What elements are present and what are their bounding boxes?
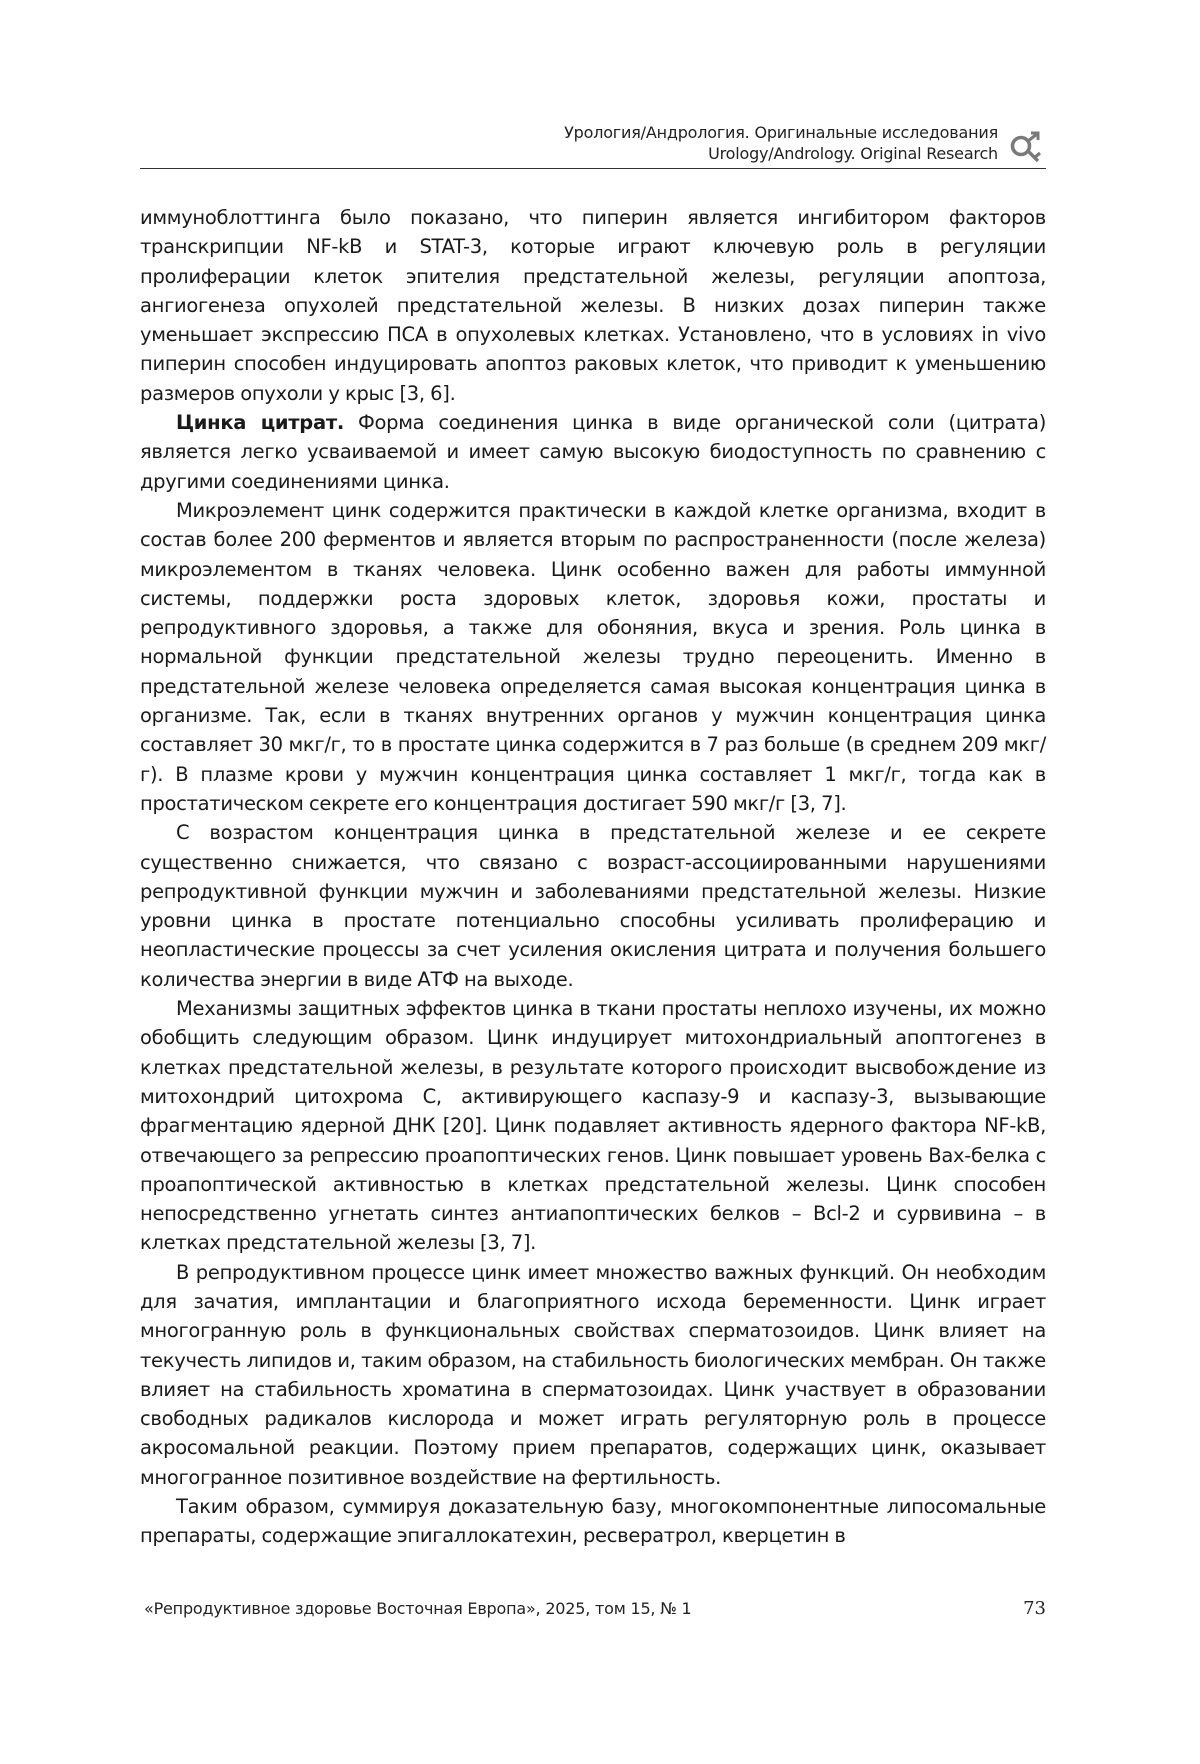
paragraph-zinc-citrate bbox=[140, 408, 1046, 496]
header-section-ru: Урология/Андрология. Оригинальные исследования bbox=[564, 123, 998, 142]
paragraph-zinc-citrate-text: Форма соединения цинка в виде органической соли (цитрата) является легко усваиваемой и имеет самую высокую биодоступность по сравнению с другими соединениями цинка. bbox=[140, 411, 1046, 493]
male-female-symbol-icon bbox=[1006, 126, 1046, 166]
journal-citation: «Репродуктивное здоровье Восточная Европа», 2025, том 15, № 1 bbox=[144, 1599, 692, 1618]
paragraph-zinc-mechanisms: Механизмы защитных эффектов цинка в ткани простаты неплохо изучены, их можно обобщить следующим образом. Цинк индуцирует митохондриальный апоптогенез в клетках предстательной железы, в результате которого происходит высвобождение из митохондрий цитохрома C, активирующего каспазу-9 и каспазу-3, вызывающие фрагментацию ядерной ДНК [20]. Цинк подавляет активность ядерного фактора NF-kB, отвечающего за репрессию проапоптических генов. Цинк повышает уровень Bax-белка с проапоптической активностью в клетках предстательной железы. Цинк способен непосредственно угнетать синтез антиапоптических белков – Bcl-2 и сурвивина – в клетках предстательной железы [3, 7]. bbox=[140, 997, 1046, 1255]
paragraph-piperine: иммуноблоттинга было показано, что пиперин является ингибитором факторов транскрипции NF-kB и STAT-3, которые играют ключевую роль в регуляции пролиферации клеток эпителия предстательной железы, регуляции апоптоза, ангиогенеза опухолей предстательной железы. В низких дозах пиперин также уменьшает экспрессию ПСА в опухолевых клетках. Установлено, что в условиях in vivo пиперин способен индуцировать апоптоз раковых клеток, что приводит к уменьшению размеров опухоли у крыс [3, 6]. bbox=[140, 206, 1046, 405]
paragraph-zinc-reproduction: В репродуктивном процессе цинк имеет множество важных функций. Он необходим для зачатия, имплантации и благоприятного исхода беременности. Цинк играет многогранную роль в функциональных свойствах сперматозоидов. Цинк влияет на текучесть липидов и, таким образом, на стабильность биологических мембран. Он также влияет на стабильность хроматина в сперматозоидах. Цинк участвует в образовании свободных радикалов кислорода и может играть регуляторную роль в процессе акросомальной реакции. Поэтому прием препаратов, содержащих цинк, оказывает многогранное позитивное воздействие на фертильность. bbox=[140, 1260, 1046, 1489]
section-lead-zinc-citrate: Цинка цитрат. bbox=[176, 411, 344, 435]
running-header bbox=[140, 122, 1046, 169]
paragraph-summary: Таким образом, суммируя доказательную базу, многокомпонентные липосомальные препараты, содержащие эпигаллокатехин, ресвератрол, кверцетин в bbox=[140, 1495, 1046, 1548]
header-section-en: Urology/Andrology. Original Research bbox=[708, 144, 998, 163]
page-number: 73 bbox=[1023, 1598, 1046, 1619]
article-body bbox=[140, 203, 1046, 1551]
paragraph-zinc-microelement: Микроэлемент цинк содержится практически в каждой клетке организма, входит в состав более 200 ферментов и является вторым по распространенности (после железа) микроэлементом в тканях человека. Цинк особенно важен для работы иммунной системы, поддержки роста здоровых клеток, здоровья кожи, простаты и репродуктивного здоровья, а также для обоняния, вкуса и зрения. Роль цинка в нормальной функции предстательной железы трудно переоценить. Именно в предстательной железе человека определяется самая высокая концентрация цинка в организме. Так, если в тканях внутренних органов у мужчин концентрация цинка составляет 30 мкг/г, то в простате цинка содержится в 7 раз больше (в среднем 209 мкг/г). В плазме крови у мужчин концентрация цинка составляет 1 мкг/г, тогда как в простатическом секрете его концентрация достигает 590 мкг/г [3, 7]. bbox=[140, 498, 1046, 815]
paragraph-zinc-age: С возрастом концентрация цинка в предстательной железе и ее секрете существенно снижается, что связано с возраст-ассоциированными нарушениями репродуктивной функции мужчин и заболеваниями предстательной железы. Низкие уровни цинка в простате потенциально способны усиливать пролиферацию и неопластические процессы за счет усиления окисления цитрата и получения большего количества энергии в виде АТФ на выходе. bbox=[140, 821, 1046, 991]
